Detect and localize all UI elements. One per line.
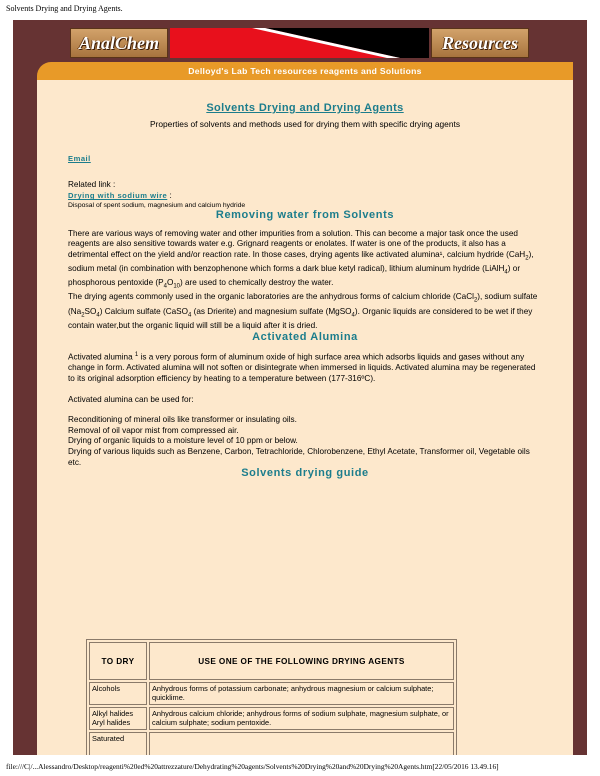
table-row <box>89 732 454 755</box>
drying-guide-heading: Solvents drying guide <box>241 467 369 480</box>
table-header-row <box>89 642 454 680</box>
row-solvent: Alcohols <box>89 682 147 705</box>
page-subtitle: Properties of solvents and methods used for drying them with specific drying agents <box>149 118 461 129</box>
row-agents: Anhydrous forms of potassium carbonate; anhydrous magnesium or calcium sulphate; quicklime. <box>149 682 454 705</box>
content-body <box>68 80 542 479</box>
alumina-use-item: Reconditioning of mineral oils like transformer or insulating oils. <box>68 415 297 425</box>
table-row <box>89 682 454 705</box>
drying-guide-table <box>86 639 457 755</box>
alumina-used-for: Activated alumina can be used for: <box>68 394 194 404</box>
flag-graphic <box>170 28 429 58</box>
removing-paragraph-2: The drying agents commonly used in the organic laboratories are the anhydrous forms of calcium chloride (CaCl$_2$), sodium sulfate $(Na_2SO_4)$ Calcium sulfate (CaSO$_4$ (as Drierite) and magnesium sulfate (MgSO$_4$). Organic liquids are considered to be wet if they contain water,but the organic liquid will still be a liquid after it is dried. <box>68 292 538 330</box>
site-navbar-title: Delloyd's Lab Tech resources reagents and Solutions <box>37 62 573 80</box>
page-title: Solvents Drying and Drying Agents <box>206 102 404 114</box>
activated-alumina-heading: Activated Alumina <box>252 330 358 343</box>
related-colon: : <box>167 191 172 201</box>
alumina-paragraph: Activated alumina $^1$ is a very porous form of aluminum oxide of high surface area which adsorbs liquids and gases without any change in form. Activated alumina will not soften or disintegrate when immersed in liquids. Activated alumina may be regenerated to its original adsorption efficiency by heating to a temperature between (177-316ºC). <box>68 352 536 384</box>
col-header-agents: USE ONE OF THE FOLLOWING DRYING AGENTS <box>149 642 454 680</box>
alumina-use-item: Removal of oil vapor mist from compressed air. <box>68 425 239 435</box>
row-agents <box>149 732 454 755</box>
related-link-line <box>68 191 542 202</box>
removing-paragraph-1: There are various ways of removing water and other impurities from a solution. This can become a major task once the used reagents are also sensitive towards water e.g. Grignard reagents or enolates. If water is one of the products, it also has a detrimental effect on the yield and/or reaction rate. In those cases, drying agents like activated alumina¹, calcium hydride (CaH$_2$), sodium metal (in combination with benzophenone which forms a dark blue ketyl radical), lithium aluminum hydride (LiAlH$_4$) or phosphorous pentoxide $(P_4O_{10})$ are used to chemically destroy the water. <box>68 228 534 290</box>
sodium-wire-link[interactable]: Drying with sodium wire <box>68 191 168 201</box>
table-row <box>89 707 454 730</box>
row-solvent: Saturated <box>89 732 147 755</box>
resources-logo[interactable]: Resources <box>431 28 529 58</box>
related-note: Disposal of spent sodium, magnesium and calcium hydride <box>68 201 246 209</box>
content-panel <box>37 80 573 755</box>
print-header: Solvents Drying and Drying Agents. <box>6 4 123 13</box>
print-footer: file:///C|/...Alessandro/Desktop/reagenti%20ed%20attrezzature/Dehydrating%20agents/Solvents%20Drying%20and%20Drying%20Agents.htm[22/05/2016 13.49.16] <box>6 762 499 771</box>
page-frame <box>13 20 587 755</box>
alumina-use-item: Drying of organic liquids to a moisture level of 10 ppm or below. <box>68 436 298 446</box>
banner <box>70 28 529 60</box>
row-solvent: Alkyl halides Aryl halides <box>89 707 147 730</box>
email-link[interactable]: Email <box>68 154 91 164</box>
row-agents: Anhydrous calcium chloride; anhydrous forms of sodium sulphate, magnesium sulphate, or calcium sulphate; sodium pentoxide. <box>149 707 454 730</box>
removing-water-heading: Removing water from Solvents <box>215 208 395 221</box>
col-header-to-dry: TO DRY <box>89 642 147 680</box>
alumina-use-item: Drying of various liquids such as Benzene, Carbon, Tetrachloride, Chlorobenzene, Ethyl Acetate, Transformer oil, Vegetable oils etc. <box>68 447 530 467</box>
alumina-uses-list <box>68 415 542 468</box>
related-label: Related link : <box>68 179 116 189</box>
analchem-logo[interactable]: AnalChem <box>70 28 168 58</box>
